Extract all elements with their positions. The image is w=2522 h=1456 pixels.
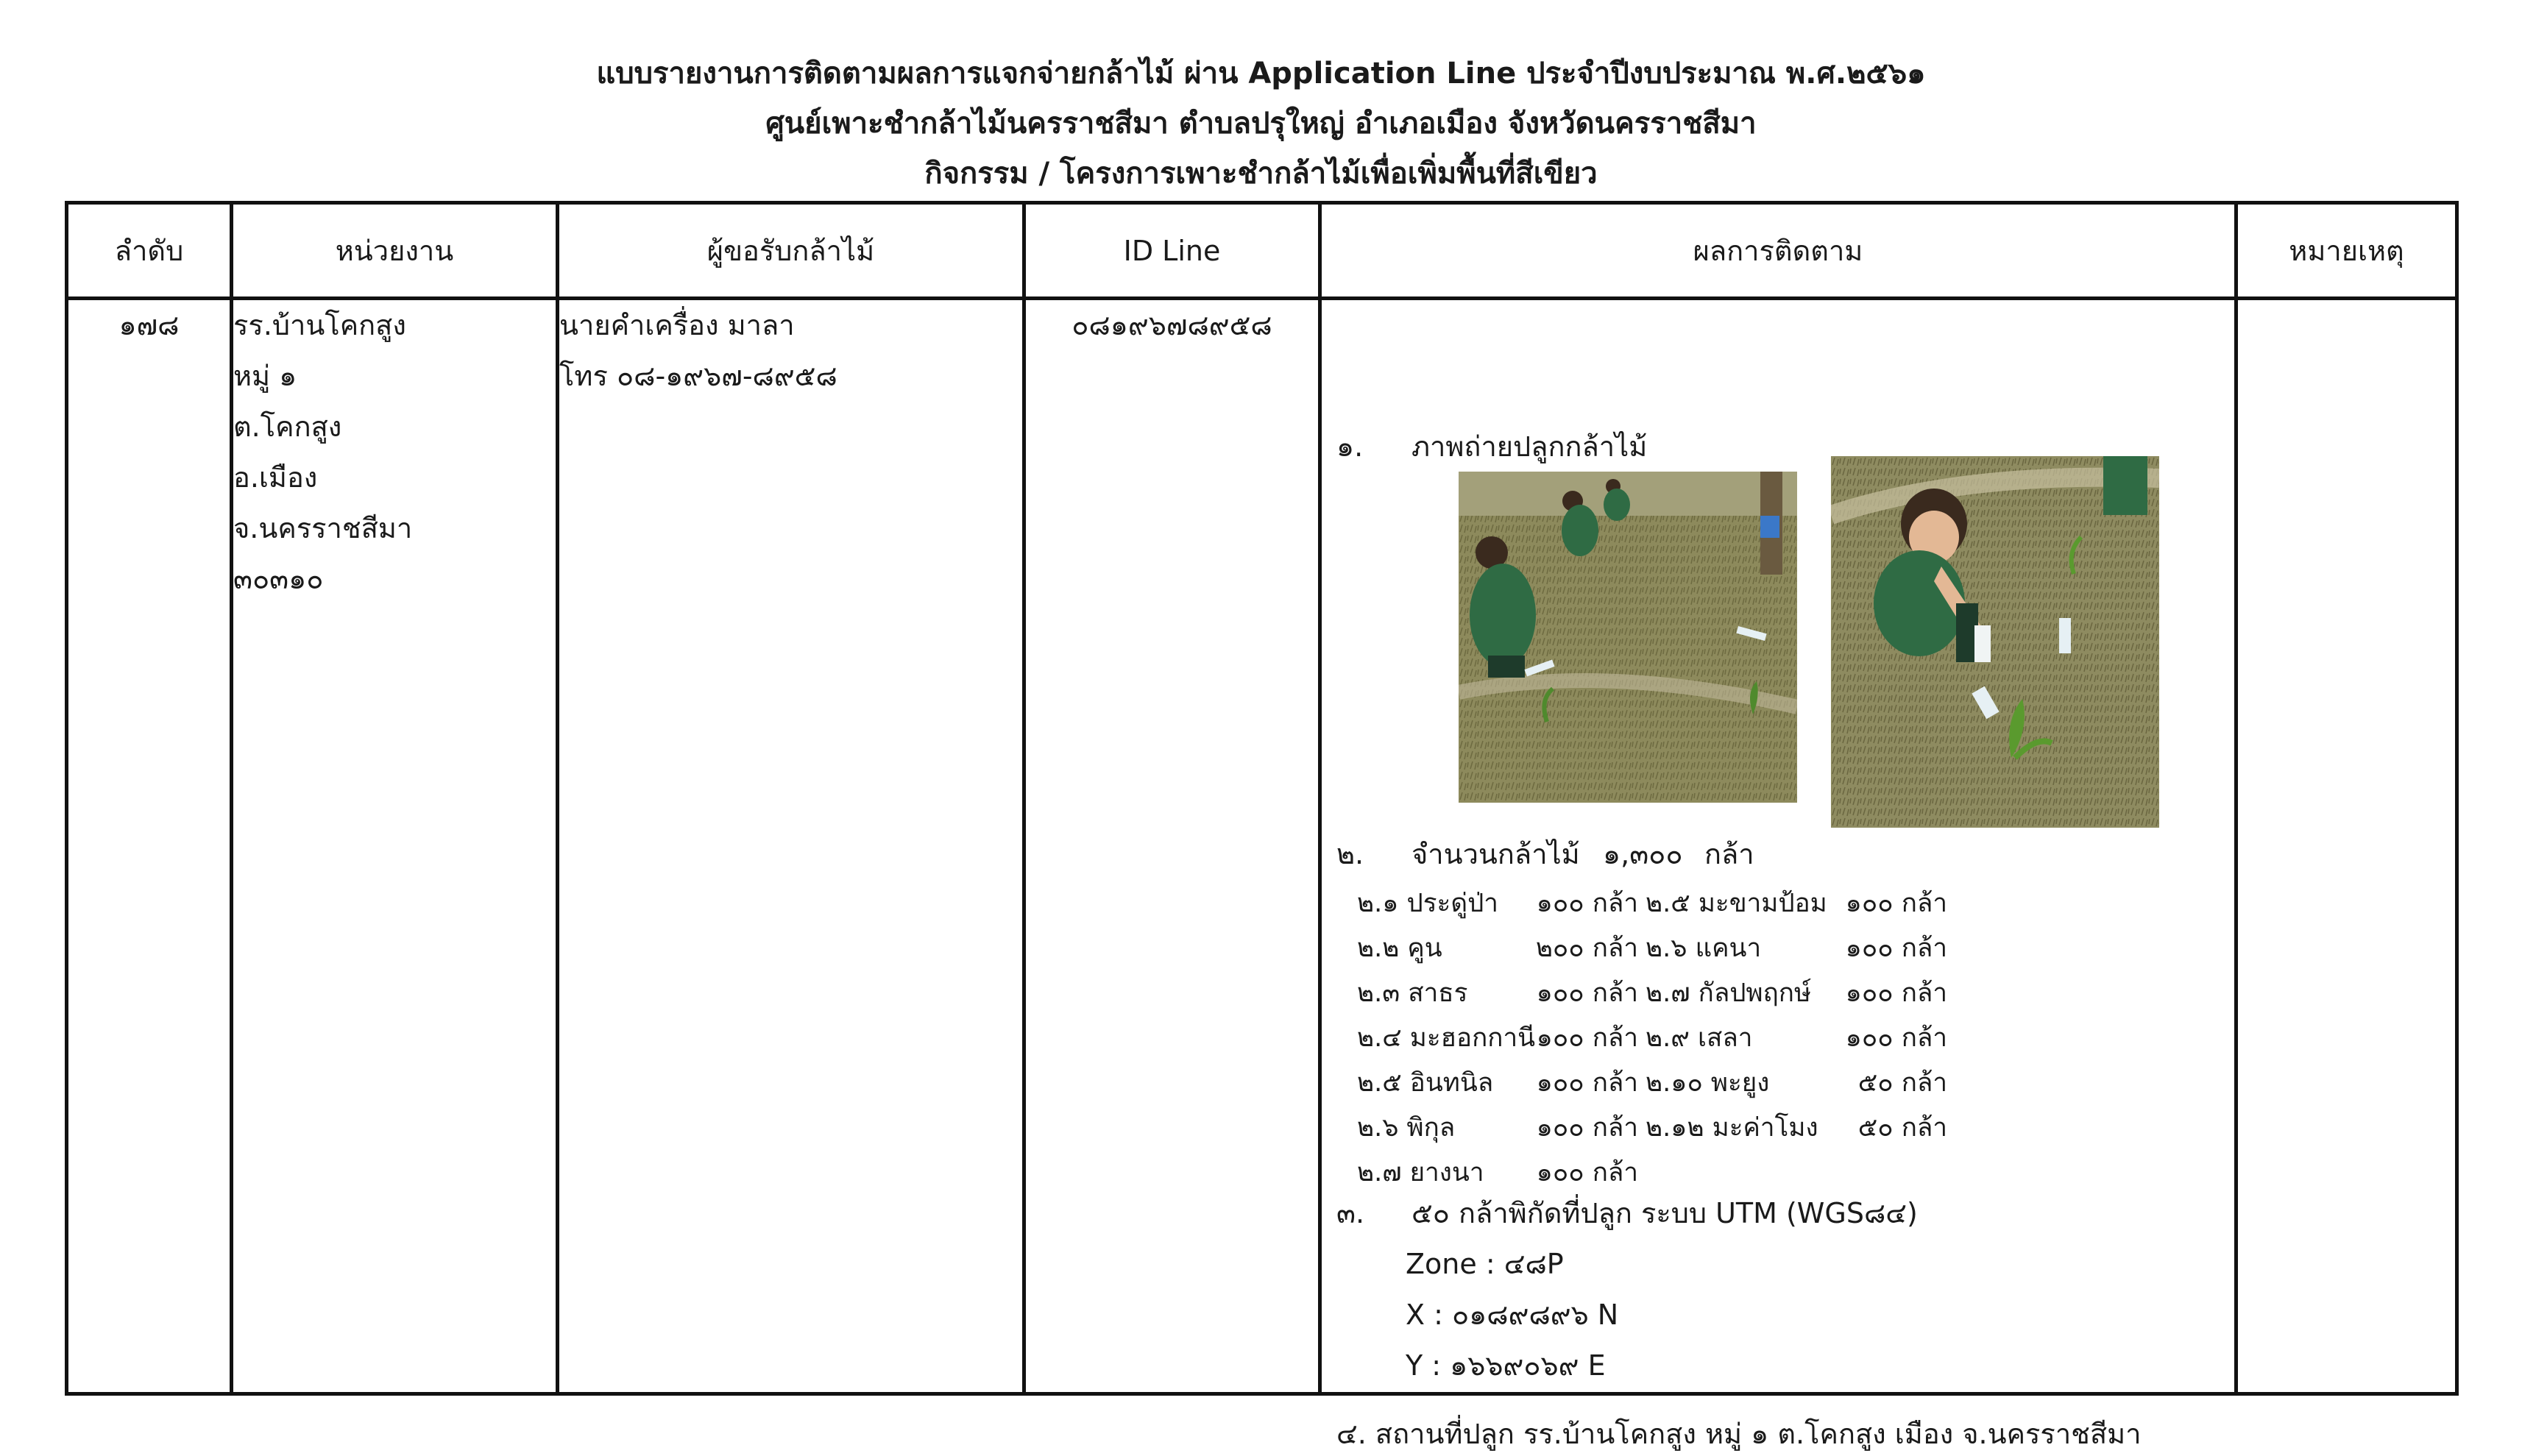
report-subtitle-center: ศูนย์เพาะชำกล้าไม้นครราชสีมา ตำบลปรุใหญ่ อำเภอเมือง จังหวัดนครราชสีมา xyxy=(765,107,1757,141)
item2-total: ๑,๓๐๐ xyxy=(1603,838,1683,870)
report-subtitle-activity: กิจกรรม / โครงการเพาะชำกล้าไม้เพื่อเพิ่มพื้นที่สีเขียว xyxy=(924,157,1598,191)
species-name-left: ๒.๒ คูน xyxy=(1357,934,1442,963)
list-item xyxy=(1357,1151,1947,1196)
species-qty-right: ๕๐ กล้า xyxy=(1857,1113,1948,1143)
report-title: แบบรายงานการติดตามผลการแจกจ่ายกล้าไม้ ผ่าน Application Line ประจำปีงบประมาณ พ.ศ.๒๕๖๑ xyxy=(596,57,1926,90)
agency-subdistrict: ต.โคกสูง xyxy=(233,411,342,443)
col-header-agency: หน่วยงาน xyxy=(232,203,558,299)
species-name-left: ๒.๗ ยางนา xyxy=(1357,1158,1484,1187)
species-name-left: ๒.๖ พิกุล xyxy=(1357,1113,1456,1143)
list-item xyxy=(1357,1016,1947,1061)
requester-phone: โทร ๐๘-๑๙๖๗-๘๙๕๘ xyxy=(559,360,837,392)
requester-name: นายคำเครื่อง มาลา xyxy=(559,309,795,341)
species-qty-right: ๑๐๐ กล้า xyxy=(1845,1023,1948,1053)
order-cell xyxy=(67,299,232,1394)
species-qty-right: ๑๐๐ กล้า xyxy=(1845,889,1948,918)
species-name-right: ๒.๕ มะขามป้อม xyxy=(1646,889,1827,918)
agency-village: หมู่ ๑ xyxy=(233,360,297,392)
report-title-block xyxy=(0,49,2522,199)
utm-zone: Zone : ๔๘P xyxy=(1406,1248,1564,1280)
order-number: ๑๗๘ xyxy=(118,309,180,341)
species-qty-left: ๑๐๐ กล้า xyxy=(1536,1158,1639,1187)
species-qty-left: ๑๐๐ กล้า xyxy=(1536,979,1639,1008)
species-name-right: ๒.๑๒ มะค่าโมง xyxy=(1646,1113,1818,1143)
species-qty-left: ๑๐๐ กล้า xyxy=(1536,1023,1639,1053)
species-name-right: ๒.๗ กัลปพฤกษ์ xyxy=(1646,979,1812,1008)
col-header-requester: ผู้ขอรับกล้าไม้ xyxy=(558,203,1024,299)
species-name-left: ๒.๔ มะฮอกกานี xyxy=(1357,1023,1536,1053)
item3-number: ๓. xyxy=(1336,1197,1365,1229)
item1-number: ๑. xyxy=(1336,430,1364,463)
species-name-right xyxy=(1646,1151,1844,1196)
utm-y: Y : ๑๖๖๙๐๖๙ E xyxy=(1406,1349,1606,1382)
col-header-order: ลำดับ xyxy=(67,203,232,299)
remark-cell xyxy=(2236,299,2457,1394)
species-qty-left: ๑๐๐ กล้า xyxy=(1536,1113,1639,1143)
id-line-value: ๐๘๑๙๖๗๘๙๕๘ xyxy=(1072,309,1272,341)
agency-cell xyxy=(232,299,558,1394)
species-qty-right: ๕๐ กล้า xyxy=(1857,1068,1948,1098)
list-item xyxy=(1357,926,1947,971)
id-line-cell xyxy=(1024,299,1320,1394)
agency-district: อ.เมือง xyxy=(233,461,318,494)
species-name-right: ๒.๖ แคนา xyxy=(1646,934,1762,963)
table-row xyxy=(67,299,2457,1394)
species-name-left: ๒.๑ ประดู่ป่า xyxy=(1357,889,1498,918)
species-name-right: ๒.๑๐ พะยูง xyxy=(1646,1068,1770,1098)
col-header-remark: หมายเหตุ xyxy=(2236,203,2457,299)
list-item xyxy=(1357,881,1947,926)
results-cell xyxy=(1320,299,2236,1450)
agency-postcode: ๓๐๓๑๐ xyxy=(233,563,324,595)
planting-photo-2 xyxy=(1831,456,2159,828)
item4-planting-location: ๔. สถานที่ปลูก รร.บ้านโคกสูง หมู่ ๑ ต.โคกสูง เมือง จ.นครราชสีมา xyxy=(1336,1418,2142,1450)
species-name-left: ๒.๕ อินทนิล xyxy=(1357,1068,1494,1098)
item3-label: ๕๐ กล้าพิกัดที่ปลูก ระบบ UTM (WGS๘๔) xyxy=(1411,1197,1918,1229)
list-item xyxy=(1357,1106,1947,1151)
agency-province: จ.นครราชสีมา xyxy=(233,512,413,544)
col-header-results: ผลการติดตาม xyxy=(1320,203,2236,299)
species-qty-right xyxy=(1844,1151,1947,1196)
list-item xyxy=(1357,1061,1947,1106)
report-table xyxy=(65,201,2459,1450)
item2-number: ๒. xyxy=(1336,838,1364,870)
species-name-right: ๒.๙ เสลา xyxy=(1646,1023,1753,1053)
item2-label: จำนวนกล้าไม้ xyxy=(1411,838,1580,870)
species-qty-left: ๒๐๐ กล้า xyxy=(1535,934,1639,963)
species-qty-left: ๑๐๐ กล้า xyxy=(1536,1068,1639,1098)
table-header-row xyxy=(67,203,2457,299)
species-qty-right: ๑๐๐ กล้า xyxy=(1845,934,1948,963)
species-qty-left: ๑๐๐ กล้า xyxy=(1536,889,1639,918)
requester-cell xyxy=(558,299,1024,1394)
list-item xyxy=(1357,971,1947,1016)
species-name-left: ๒.๓ สาธร xyxy=(1357,979,1468,1008)
item2-unit: กล้า xyxy=(1704,838,1754,870)
col-header-id-line: ID Line xyxy=(1024,203,1320,299)
item1-label: ภาพถ่ายปลูกกล้าไม้ xyxy=(1411,430,1648,463)
planting-photo-1 xyxy=(1459,472,1797,803)
species-list xyxy=(1357,881,1947,1196)
agency-school: รร.บ้านโคกสูง xyxy=(233,309,406,341)
species-qty-right: ๑๐๐ กล้า xyxy=(1845,979,1948,1008)
utm-x: X : ๐๑๘๙๘๙๖ N xyxy=(1406,1299,1619,1331)
